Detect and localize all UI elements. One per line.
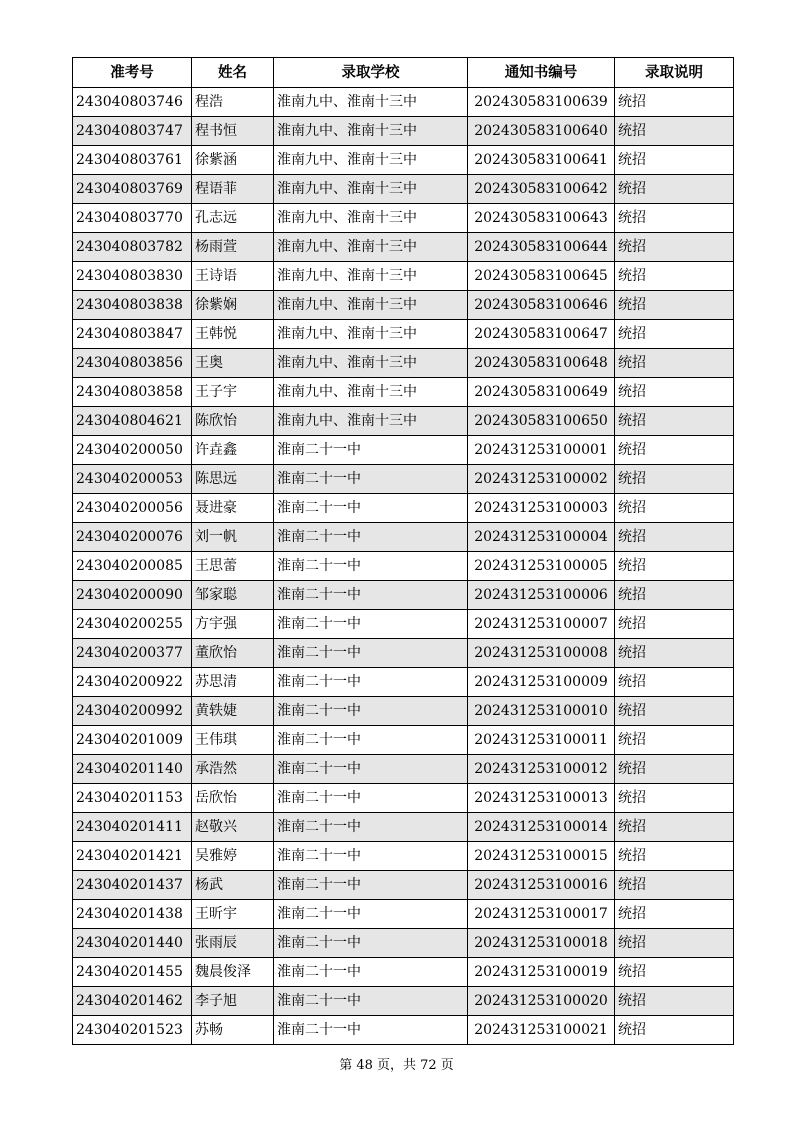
table-row (73, 494, 734, 523)
cell-exam-number: 243040200050 (73, 436, 192, 465)
cell-school: 淮南九中、淮南十三中 (274, 262, 468, 291)
cell-exam-number: 243040803782 (73, 233, 192, 262)
cell-admission-note: 统招 (615, 842, 734, 871)
cell-notice-number: 202431253100005 (468, 552, 615, 581)
cell-name: 邹家聪 (192, 581, 274, 610)
table-row (73, 88, 734, 117)
table-row (73, 523, 734, 552)
cell-name: 魏晨俊泽 (192, 958, 274, 987)
cell-name: 程浩 (192, 88, 274, 117)
cell-school: 淮南二十一中 (274, 581, 468, 610)
cell-exam-number: 243040200056 (73, 494, 192, 523)
cell-admission-note: 统招 (615, 146, 734, 175)
table-row (73, 929, 734, 958)
cell-name: 方宇强 (192, 610, 274, 639)
cell-admission-note: 统招 (615, 697, 734, 726)
header-exam-number: 准考号 (73, 58, 192, 88)
cell-name: 许垚鑫 (192, 436, 274, 465)
cell-school: 淮南二十一中 (274, 436, 468, 465)
cell-school: 淮南二十一中 (274, 813, 468, 842)
cell-notice-number: 202431253100019 (468, 958, 615, 987)
cell-name: 董欣怡 (192, 639, 274, 668)
cell-exam-number: 243040201462 (73, 987, 192, 1016)
cell-admission-note: 统招 (615, 900, 734, 929)
cell-notice-number: 202431253100017 (468, 900, 615, 929)
cell-admission-note: 统招 (615, 610, 734, 639)
cell-school: 淮南九中、淮南十三中 (274, 204, 468, 233)
cell-admission-note: 统招 (615, 552, 734, 581)
page-footer: 第 48 页，共 72 页 (339, 1058, 454, 1073)
cell-school: 淮南九中、淮南十三中 (274, 146, 468, 175)
cell-notice-number: 202431253100007 (468, 610, 615, 639)
table-body (73, 88, 734, 1045)
cell-admission-note: 统招 (615, 958, 734, 987)
table-row (73, 755, 734, 784)
table-row (73, 639, 734, 668)
cell-notice-number: 202431253100008 (468, 639, 615, 668)
table-row (73, 349, 734, 378)
cell-school: 淮南九中、淮南十三中 (274, 407, 468, 436)
table-row (73, 552, 734, 581)
header-admission-note: 录取说明 (615, 58, 734, 88)
cell-name: 程语菲 (192, 175, 274, 204)
cell-exam-number: 243040200076 (73, 523, 192, 552)
table-row (73, 146, 734, 175)
cell-exam-number: 243040803761 (73, 146, 192, 175)
table-row (73, 1016, 734, 1045)
cell-school: 淮南二十一中 (274, 755, 468, 784)
cell-notice-number: 202430583100648 (468, 349, 615, 378)
cell-admission-note: 统招 (615, 320, 734, 349)
cell-exam-number: 243040804621 (73, 407, 192, 436)
cell-name: 王子宇 (192, 378, 274, 407)
cell-school: 淮南九中、淮南十三中 (274, 291, 468, 320)
cell-name: 刘一帆 (192, 523, 274, 552)
cell-name: 王昕宇 (192, 900, 274, 929)
cell-admission-note: 统招 (615, 726, 734, 755)
cell-admission-note: 统招 (615, 465, 734, 494)
table-row (73, 987, 734, 1016)
cell-name: 陈欣怡 (192, 407, 274, 436)
cell-name: 王伟琪 (192, 726, 274, 755)
cell-exam-number: 243040200255 (73, 610, 192, 639)
cell-school: 淮南九中、淮南十三中 (274, 88, 468, 117)
cell-admission-note: 统招 (615, 929, 734, 958)
cell-school: 淮南九中、淮南十三中 (274, 175, 468, 204)
cell-school: 淮南九中、淮南十三中 (274, 233, 468, 262)
cell-name: 徐紫涵 (192, 146, 274, 175)
cell-admission-note: 统招 (615, 407, 734, 436)
cell-school: 淮南二十一中 (274, 552, 468, 581)
cell-school: 淮南二十一中 (274, 929, 468, 958)
cell-admission-note: 统招 (615, 784, 734, 813)
cell-admission-note: 统招 (615, 581, 734, 610)
cell-school: 淮南二十一中 (274, 523, 468, 552)
cell-notice-number: 202431253100012 (468, 755, 615, 784)
cell-notice-number: 202430583100641 (468, 146, 615, 175)
cell-notice-number: 202431253100011 (468, 726, 615, 755)
cell-exam-number: 243040201455 (73, 958, 192, 987)
cell-admission-note: 统招 (615, 291, 734, 320)
cell-notice-number: 202431253100016 (468, 871, 615, 900)
cell-exam-number: 243040803847 (73, 320, 192, 349)
table-row (73, 697, 734, 726)
table-row (73, 233, 734, 262)
cell-name: 陈思远 (192, 465, 274, 494)
cell-name: 杨雨萱 (192, 233, 274, 262)
cell-school: 淮南二十一中 (274, 987, 468, 1016)
cell-notice-number: 202430583100647 (468, 320, 615, 349)
cell-notice-number: 202430583100649 (468, 378, 615, 407)
table-row (73, 842, 734, 871)
cell-exam-number: 243040200090 (73, 581, 192, 610)
table-header-row (73, 58, 734, 88)
cell-admission-note: 统招 (615, 262, 734, 291)
cell-admission-note: 统招 (615, 523, 734, 552)
table-row (73, 117, 734, 146)
cell-admission-note: 统招 (615, 204, 734, 233)
cell-notice-number: 202430583100639 (468, 88, 615, 117)
cell-name: 王思蕾 (192, 552, 274, 581)
cell-notice-number: 202431253100014 (468, 813, 615, 842)
table-row (73, 378, 734, 407)
cell-notice-number: 202431253100021 (468, 1016, 615, 1045)
cell-school: 淮南二十一中 (274, 871, 468, 900)
cell-notice-number: 202431253100020 (468, 987, 615, 1016)
table-row (73, 291, 734, 320)
cell-admission-note: 统招 (615, 88, 734, 117)
cell-admission-note: 统招 (615, 117, 734, 146)
cell-notice-number: 202431253100010 (468, 697, 615, 726)
cell-school: 淮南二十一中 (274, 900, 468, 929)
cell-admission-note: 统招 (615, 436, 734, 465)
cell-notice-number: 202430583100644 (468, 233, 615, 262)
cell-admission-note: 统招 (615, 1016, 734, 1045)
cell-admission-note: 统招 (615, 813, 734, 842)
cell-school: 淮南二十一中 (274, 1016, 468, 1045)
header-school: 录取学校 (274, 58, 468, 88)
table-row (73, 581, 734, 610)
cell-school: 淮南九中、淮南十三中 (274, 117, 468, 146)
cell-notice-number: 202431253100006 (468, 581, 615, 610)
cell-notice-number: 202431253100003 (468, 494, 615, 523)
cell-exam-number: 243040803747 (73, 117, 192, 146)
table-row (73, 871, 734, 900)
cell-notice-number: 202431253100015 (468, 842, 615, 871)
table-row (73, 610, 734, 639)
cell-exam-number: 243040200922 (73, 668, 192, 697)
cell-notice-number: 202430583100650 (468, 407, 615, 436)
cell-exam-number: 243040201437 (73, 871, 192, 900)
table-row (73, 958, 734, 987)
cell-admission-note: 统招 (615, 639, 734, 668)
cell-name: 李子旭 (192, 987, 274, 1016)
table-row (73, 465, 734, 494)
cell-exam-number: 243040201523 (73, 1016, 192, 1045)
cell-exam-number: 243040803858 (73, 378, 192, 407)
cell-name: 吴雅婷 (192, 842, 274, 871)
cell-notice-number: 202431253100001 (468, 436, 615, 465)
cell-name: 王韩悦 (192, 320, 274, 349)
cell-school: 淮南二十一中 (274, 958, 468, 987)
cell-admission-note: 统招 (615, 755, 734, 784)
cell-name: 张雨辰 (192, 929, 274, 958)
header-name: 姓名 (192, 58, 274, 88)
table-row (73, 784, 734, 813)
cell-exam-number: 243040803770 (73, 204, 192, 233)
cell-name: 徐紫娴 (192, 291, 274, 320)
cell-name: 程书恒 (192, 117, 274, 146)
table-row (73, 726, 734, 755)
cell-notice-number: 202431253100002 (468, 465, 615, 494)
cell-exam-number: 243040200377 (73, 639, 192, 668)
table-row (73, 262, 734, 291)
cell-school: 淮南二十一中 (274, 668, 468, 697)
cell-school: 淮南二十一中 (274, 697, 468, 726)
cell-school: 淮南九中、淮南十三中 (274, 378, 468, 407)
cell-name: 聂进豪 (192, 494, 274, 523)
admission-table (72, 57, 734, 1045)
cell-school: 淮南九中、淮南十三中 (274, 349, 468, 378)
table-row (73, 900, 734, 929)
cell-notice-number: 202430583100645 (468, 262, 615, 291)
cell-notice-number: 202430583100642 (468, 175, 615, 204)
cell-exam-number: 243040200085 (73, 552, 192, 581)
cell-notice-number: 202430583100643 (468, 204, 615, 233)
cell-school: 淮南九中、淮南十三中 (274, 320, 468, 349)
cell-notice-number: 202431253100009 (468, 668, 615, 697)
cell-exam-number: 243040201421 (73, 842, 192, 871)
cell-exam-number: 243040201140 (73, 755, 192, 784)
cell-school: 淮南二十一中 (274, 610, 468, 639)
table-row (73, 204, 734, 233)
cell-admission-note: 统招 (615, 349, 734, 378)
cell-admission-note: 统招 (615, 494, 734, 523)
cell-school: 淮南二十一中 (274, 465, 468, 494)
cell-name: 苏思清 (192, 668, 274, 697)
cell-admission-note: 统招 (615, 378, 734, 407)
cell-exam-number: 243040803769 (73, 175, 192, 204)
cell-name: 岳欣怡 (192, 784, 274, 813)
cell-exam-number: 243040201153 (73, 784, 192, 813)
cell-exam-number: 243040201438 (73, 900, 192, 929)
cell-exam-number: 243040200053 (73, 465, 192, 494)
cell-exam-number: 243040803746 (73, 88, 192, 117)
cell-notice-number: 202431253100018 (468, 929, 615, 958)
cell-notice-number: 202431253100013 (468, 784, 615, 813)
cell-exam-number: 243040201009 (73, 726, 192, 755)
cell-admission-note: 统招 (615, 987, 734, 1016)
header-notice-number: 通知书编号 (468, 58, 615, 88)
cell-admission-note: 统招 (615, 871, 734, 900)
cell-name: 王奥 (192, 349, 274, 378)
table-row (73, 668, 734, 697)
cell-exam-number: 243040200992 (73, 697, 192, 726)
table-row (73, 813, 734, 842)
cell-admission-note: 统招 (615, 175, 734, 204)
cell-notice-number: 202431253100004 (468, 523, 615, 552)
table-row (73, 320, 734, 349)
cell-name: 赵敬兴 (192, 813, 274, 842)
cell-exam-number: 243040803838 (73, 291, 192, 320)
cell-name: 苏畅 (192, 1016, 274, 1045)
table-row (73, 436, 734, 465)
cell-exam-number: 243040803856 (73, 349, 192, 378)
cell-name: 杨武 (192, 871, 274, 900)
cell-notice-number: 202430583100640 (468, 117, 615, 146)
table-row (73, 175, 734, 204)
cell-exam-number: 243040201440 (73, 929, 192, 958)
cell-exam-number: 243040201411 (73, 813, 192, 842)
cell-exam-number: 243040803830 (73, 262, 192, 291)
cell-school: 淮南二十一中 (274, 639, 468, 668)
cell-school: 淮南二十一中 (274, 726, 468, 755)
cell-notice-number: 202430583100646 (468, 291, 615, 320)
cell-admission-note: 统招 (615, 233, 734, 262)
cell-school: 淮南二十一中 (274, 494, 468, 523)
cell-name: 孔志远 (192, 204, 274, 233)
cell-school: 淮南二十一中 (274, 784, 468, 813)
cell-name: 承浩然 (192, 755, 274, 784)
table-row (73, 407, 734, 436)
cell-name: 黄轶婕 (192, 697, 274, 726)
cell-school: 淮南二十一中 (274, 842, 468, 871)
cell-admission-note: 统招 (615, 668, 734, 697)
cell-name: 王诗语 (192, 262, 274, 291)
